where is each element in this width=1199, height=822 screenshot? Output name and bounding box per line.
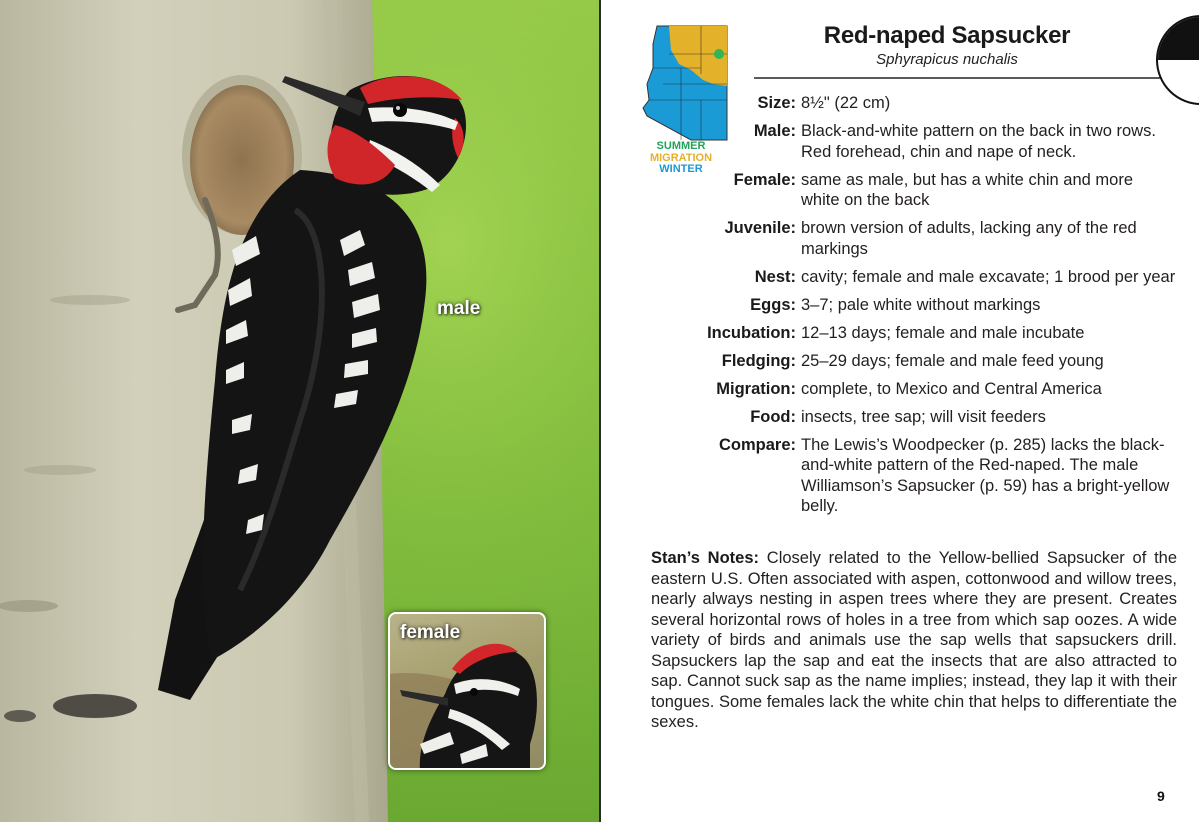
stans-notes xyxy=(651,548,1177,733)
fact-value: The Lewis’s Woodpecker (p. 285) lacks the black-and-white pattern of the Red-naped. The male Williamson’s Sapsucker (p. 59) has a bright-yellow belly. xyxy=(801,435,1170,515)
page-number: 9 xyxy=(1157,788,1165,804)
fact-value: brown version of adults, lacking any of the red markings xyxy=(801,219,1137,258)
female-inset-photo xyxy=(388,612,546,770)
fact-label: Juvenile: xyxy=(724,219,796,237)
fact-row-fledging xyxy=(696,351,1186,372)
fact-row-juvenile xyxy=(696,218,1186,259)
fact-label: Fledging: xyxy=(721,351,796,370)
legend-winter: WINTER xyxy=(659,163,703,175)
fact-label: Size: xyxy=(757,94,796,112)
fact-label: Migration: xyxy=(716,379,796,398)
section-tab-marker xyxy=(1156,15,1199,105)
title-rule xyxy=(754,77,1199,79)
fact-value: complete, to Mexico and Central America xyxy=(801,379,1102,398)
species-facts xyxy=(696,93,1186,524)
species-scientific-name: Sphyrapicus nuchalis xyxy=(876,51,1018,68)
fact-row-migration xyxy=(696,379,1186,400)
fact-value: 3–7; pale white without markings xyxy=(801,295,1041,314)
fact-value: insects, tree sap; will visit feeders xyxy=(801,407,1046,426)
fact-row-size xyxy=(696,93,1186,114)
fact-label: Female: xyxy=(733,170,796,189)
notes-text: Closely related to the Yellow-bellied Sapsucker of the eastern U.S. Often associated with aspen, cottonwood and willow trees, nearly always nesting in aspen trees where they are present. Creates several horizontal rows of holes in a tree from which sap oozes. A wide variety of birds and animals use the sap wells that sapsuckers drill. Sapsuckers lap the sap and eat the insects that are also attracted to sap. Cannot suck sap as the name implies; instead, they lap it with their tongues. Some females lack the white chin that helps to differentiate the sexes. xyxy=(651,549,1178,731)
fact-label: Eggs: xyxy=(750,295,796,314)
legend-summer: SUMMER xyxy=(656,140,706,152)
fact-label: Compare: xyxy=(718,435,796,454)
fact-row-male xyxy=(696,121,1186,162)
fact-value: cavity; female and male excavate; 1 brood per year xyxy=(801,267,1176,286)
fact-value: same as male, but has a white chin and more white on the back xyxy=(801,170,1134,209)
fact-label: Food: xyxy=(750,407,796,426)
fact-row-eggs xyxy=(696,295,1186,316)
fact-label: Male: xyxy=(753,122,796,140)
fact-value: Black-and-white pattern on the back in two rows. Red forehead, chin and nape of neck. xyxy=(801,122,1156,161)
fact-row-compare xyxy=(696,435,1186,517)
fact-row-incubation xyxy=(696,323,1186,344)
fact-row-female xyxy=(696,170,1186,211)
text-page xyxy=(601,0,1199,822)
male-label: male xyxy=(437,298,481,319)
fact-row-food xyxy=(696,407,1186,428)
female-label: female xyxy=(400,622,461,643)
fact-label: Incubation: xyxy=(707,323,796,342)
fact-value: 25–29 days; female and male feed young xyxy=(801,351,1104,370)
notes-label: Stan’s Notes: xyxy=(651,549,760,567)
species-common-name: Red-naped Sapsucker xyxy=(823,22,1071,49)
fact-value: 12–13 days; female and male incubate xyxy=(801,323,1085,342)
fact-row-nest xyxy=(696,267,1186,288)
fact-value: 8½" (22 cm) xyxy=(801,94,891,112)
legend-migration: MIGRATION xyxy=(649,151,713,164)
fact-label: Nest: xyxy=(754,267,796,286)
